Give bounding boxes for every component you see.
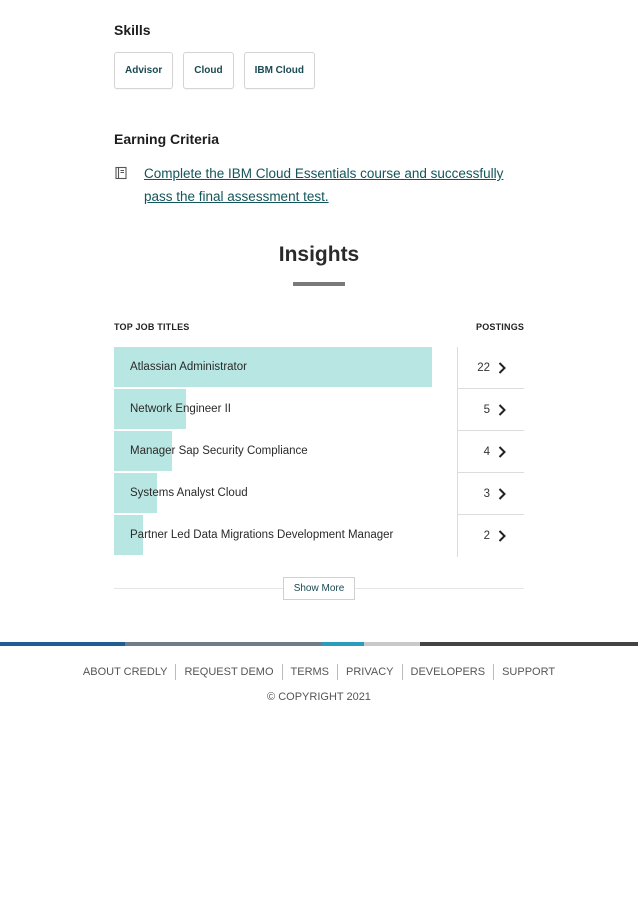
job-bar-area	[114, 515, 456, 555]
stripe-segment	[125, 642, 322, 646]
skill-chip-advisor[interactable]: Advisor	[114, 52, 173, 89]
footer-link-developers[interactable]: DEVELOPERS	[410, 666, 486, 678]
stripe-segment	[420, 642, 638, 646]
job-postings-count: 5	[483, 403, 490, 416]
stripe-segment	[322, 642, 364, 646]
postings-header: POSTINGS	[476, 322, 525, 332]
skill-chip-cloud[interactable]: Cloud	[183, 52, 233, 89]
skill-chip-ibm-cloud[interactable]: IBM Cloud	[244, 52, 315, 89]
chevron-right-icon	[498, 488, 506, 500]
job-title: Systems Analyst Cloud	[130, 487, 248, 499]
job-bar-area	[114, 389, 456, 429]
skills-title: Skills	[114, 22, 151, 38]
job-postings-count: 4	[483, 445, 490, 458]
footer-link-about[interactable]: ABOUT CREDLY	[82, 666, 168, 678]
footer-link-privacy[interactable]: PRIVACY	[346, 666, 394, 678]
job-postings-link[interactable]	[457, 473, 524, 515]
job-titles-table	[114, 347, 524, 557]
job-postings-link[interactable]	[457, 431, 524, 473]
job-postings-count: 22	[477, 361, 490, 374]
earning-criteria-line2: pass the final assessment test.	[144, 189, 329, 204]
skills-list	[114, 52, 315, 89]
job-title: Partner Led Data Migrations Development Manager	[130, 529, 394, 541]
insights-divider	[293, 282, 345, 286]
job-title: Atlassian Administrator	[130, 361, 247, 373]
chevron-right-icon	[498, 446, 506, 458]
job-row	[114, 515, 524, 557]
chevron-right-icon	[498, 530, 506, 542]
job-row	[114, 389, 524, 431]
job-postings-link[interactable]	[457, 389, 524, 431]
job-postings-link[interactable]	[457, 347, 524, 389]
job-bar-area	[114, 431, 456, 471]
job-postings-count: 3	[483, 487, 490, 500]
stripe-segment	[364, 642, 420, 646]
top-job-titles-header: TOP JOB TITLES	[114, 322, 190, 332]
show-more-button[interactable]: Show More	[283, 577, 355, 600]
footer-nav	[0, 664, 638, 680]
footer-link-terms[interactable]: TERMS	[290, 666, 330, 678]
job-title: Network Engineer II	[130, 403, 231, 415]
earning-criteria-item	[114, 162, 514, 208]
job-bar-area	[114, 347, 456, 387]
job-row	[114, 347, 524, 389]
job-bar-area	[114, 473, 456, 513]
earning-criteria-link[interactable]	[144, 162, 503, 208]
chevron-right-icon	[498, 362, 506, 374]
chevron-right-icon	[498, 404, 506, 416]
footer-link-support[interactable]: SUPPORT	[502, 666, 556, 678]
job-postings-link[interactable]	[457, 515, 524, 557]
book-icon	[114, 166, 128, 180]
insights-title: Insights	[278, 243, 360, 266]
job-row	[114, 431, 524, 473]
footer-color-stripe	[0, 642, 638, 646]
job-postings-count: 2	[483, 530, 490, 542]
footer-link-request-demo[interactable]: REQUEST DEMO	[184, 666, 274, 678]
job-row	[114, 473, 524, 515]
earning-criteria-line1: Complete the IBM Cloud Essentials course and successfully	[144, 166, 504, 181]
stripe-segment	[0, 642, 125, 646]
job-title: Manager Sap Security Compliance	[130, 445, 308, 457]
earning-criteria-title: Earning Criteria	[114, 131, 220, 147]
copyright: © COPYRIGHT 2021	[267, 691, 371, 703]
